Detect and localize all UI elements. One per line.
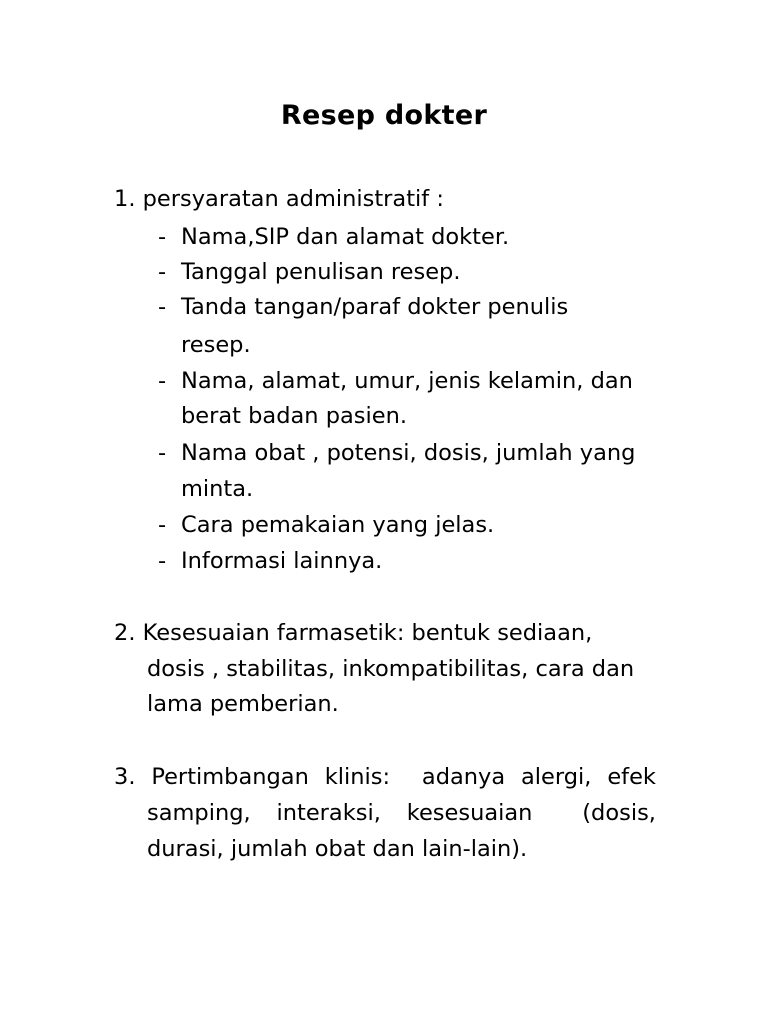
list-item: Tanda tangan/paraf dokter penulis — [181, 294, 569, 320]
list-item-continuation: berat badan pasien. — [181, 403, 407, 429]
list-bullet: - — [158, 294, 167, 320]
list-item-continuation: minta. — [181, 476, 254, 502]
list-item: Nama,SIP dan alamat dokter. — [181, 224, 510, 250]
section-text-line: durasi, jumlah obat dan lain-lain). — [147, 836, 528, 862]
word: Pertimbangan — [151, 764, 309, 790]
section-heading — [114, 762, 656, 792]
section-heading: 2. Kesesuaian farmasetik: bentuk sediaan, — [114, 620, 593, 646]
word: samping, — [147, 800, 251, 826]
word: efek — [607, 764, 656, 790]
section-text-line: lama pemberian. — [147, 691, 339, 717]
list-bullet: - — [158, 548, 167, 574]
list-bullet: - — [158, 259, 167, 285]
word: klinis: — [324, 764, 391, 790]
word: kesesuaian — [406, 800, 533, 826]
section-text-line: dosis , stabilitas, inkompatibilitas, cara dan — [147, 656, 635, 682]
list-bullet: - — [158, 368, 167, 394]
list-item: Cara pemakaian yang jelas. — [181, 512, 495, 538]
list-item: Nama obat , potensi, dosis, jumlah yang — [181, 440, 636, 466]
section-heading: 1. persyaratan administratif : — [114, 186, 444, 212]
section-text-line — [147, 798, 656, 828]
list-item: Tanggal penulisan resep. — [181, 259, 461, 285]
list-item: Informasi lainnya. — [181, 548, 383, 574]
word: interaksi, — [276, 800, 381, 826]
list-bullet: - — [158, 512, 167, 538]
list-item: Nama, alamat, umur, jenis kelamin, dan — [181, 368, 633, 394]
word: alergi, — [521, 764, 592, 790]
word: (dosis, — [582, 800, 656, 826]
list-bullet: - — [158, 224, 167, 250]
word: adanya — [421, 764, 506, 790]
list-bullet: - — [158, 440, 167, 466]
page-title: Resep dokter — [280, 100, 488, 131]
word: 3. — [114, 764, 136, 790]
list-item-continuation: resep. — [181, 332, 251, 358]
